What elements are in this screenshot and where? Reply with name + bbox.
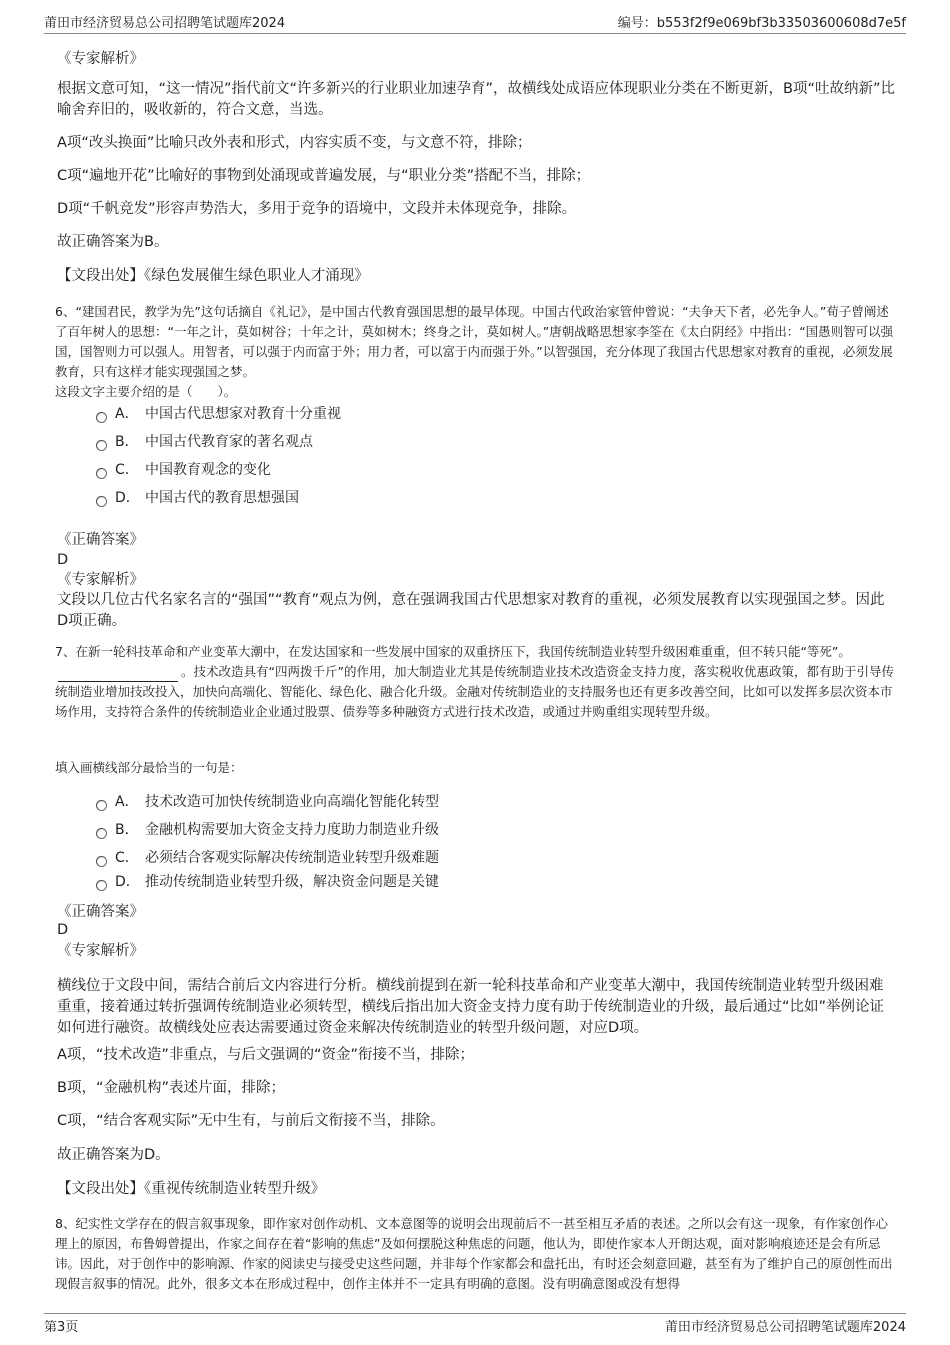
- q7-answer: D: [57, 922, 69, 938]
- page-footer: [44, 1316, 906, 1336]
- footer-title: 莆田市经济贸易总公司招聘笔试题库2024: [664, 1320, 906, 1335]
- radio-icon[interactable]: [96, 880, 107, 891]
- q7-analysis-c: C项，“结合客观实际”无中生有，与前后文衔接不当，排除。: [57, 1113, 445, 1129]
- footer-divider: [44, 1313, 906, 1314]
- q5-source: 【文段出处】《绿色发展催生绿色职业人才涌现》: [57, 268, 369, 284]
- q7-stem: 7、在新一轮科技革命和产业变革大潮中，在发达国家和一些发展中国家的双重挤压下，我国传统制造业转型升级困难重重，但不转只能“等死”。。技术改造具有“四两拨千斤”的作用，加大制造业尤其是传统制造业技术改造资金支持力度，落实税收优惠政策，都有助于引导传统制造业增加技改投入，加快向高端化、智能化、绿色化、融合化升级。金融对传统制造业的支持服务也还有更多改善空间，比如可以发挥多层次资本市场作用，支持符合条件的传统制造业企业通过股票、债券等多种融资方式进行技术改造，或通过并购重组实现转型升级。: [55, 644, 894, 719]
- q6-answer: D: [57, 552, 69, 568]
- radio-icon[interactable]: [96, 828, 107, 839]
- q6-option-c[interactable]: C． 中国教育观念的变化: [96, 460, 271, 482]
- q7-option-b[interactable]: B． 金融机构需要加大资金支持力度助力制造业升级: [96, 820, 439, 842]
- q6-option-b[interactable]: B． 中国古代教育家的著名观点: [96, 432, 313, 454]
- q7-analysis-b: B项，“金融机构”表述片面，排除；: [57, 1080, 285, 1096]
- q6-option-a[interactable]: A． 中国古代思想家对教育十分重视: [96, 404, 341, 426]
- radio-icon[interactable]: [96, 468, 107, 479]
- q5-analysis-label: 《专家解析》: [57, 51, 144, 67]
- radio-icon[interactable]: [96, 800, 107, 811]
- q7-answer-label: 《正确答案》: [57, 904, 144, 920]
- q6-question: 这段文字主要介绍的是（ ）。: [55, 384, 237, 399]
- q6-answer-label: 《正确答案》: [57, 532, 144, 548]
- q5-analysis-c: C项“遍地开花”比喻好的事物到处涌现或普遍发展，与“职业分类”搭配不当，排除；: [57, 168, 591, 184]
- q7-option-a[interactable]: A． 技术改造可加快传统制造业向高端化智能化转型: [96, 792, 439, 814]
- q6-stem: 6、“建国君民，教学为先”这句话摘自《礼记》，是中国古代教育强国思想的最早体现。中国古代政治家管仲曾说：“夫争天下者，必先争人。”荀子曾阐述了百年树人的思想：“一年之计，莫如树谷；十年之计，莫如树木；终身之计，莫如树人。”唐朝战略思想家李筌在《太白阴经》中指出：“国愚则智可以强国，国智则力可以强人。用智者，可以强于内而富于外；用力者，可以富于内而强于外。”以智强国，充分体现了我国古代思想家对教育的重视，必须发展教育，只有这样才能实现强国之梦。: [55, 304, 894, 379]
- q7-analysis-a: A项，“技术改造”非重点，与后文强调的“资金”衔接不当，排除；: [57, 1047, 474, 1063]
- q6-option-d[interactable]: D． 中国古代的教育思想强国: [96, 488, 299, 510]
- header-divider: [44, 33, 906, 34]
- page-number: 第3页: [44, 1320, 79, 1335]
- radio-icon[interactable]: [96, 412, 107, 423]
- header-title: 莆田市经济贸易总公司招聘笔试题库2024: [44, 16, 286, 31]
- q5-analysis-a: A项“改头换面”比喻只改外表和形式，内容实质不变，与文意不符，排除；: [57, 135, 532, 151]
- q8-stem: 8、纪实性文学存在的假言叙事现象，即作家对创作动机、文本意图等的说明会出现前后不一甚至相互矛盾的表述。之所以会有这一现象，有作家创作心理上的原因，布鲁姆曾提出，作家之间存在着“影响的焦虑”及如何摆脱这种焦虑的问题，他认为，即使作家本人开朗达观，面对影响痕迹还是会有所忌讳。因此，对于创作中的影响源、作家的阅读史与接受史这些问题，并非每个作家都会和盘托出，有时还会刻意回避，甚至有为了维护自己的原创性而出现假言叙事的情况。此外，很多文本在形成过程中，创作主体并不一定具有明确的意图。没有明确意图或没有想得: [55, 1216, 893, 1291]
- q5-analysis-main: 根据文意可知，“这一情况”指代前文“许多新兴的行业职业加速孕育”，故横线处成语应体现职业分类在不断更新，B项“吐故纳新”比喻舍弃旧的，吸收新的，符合文意，当选。: [57, 81, 896, 118]
- q7-conclusion: 故正确答案为D。: [57, 1147, 170, 1163]
- fill-blank: [58, 667, 178, 682]
- q7-option-c[interactable]: C． 必须结合客观实际解决传统制造业转型升级难题: [96, 848, 439, 870]
- radio-icon[interactable]: [96, 856, 107, 867]
- q5-conclusion: 故正确答案为B。: [57, 234, 169, 250]
- q7-source: 【文段出处】《重视传统制造业转型升级》: [57, 1181, 326, 1197]
- q7-analysis-main: 横线位于文段中间，需结合前后文内容进行分析。横线前提到在新一轮科技革命和产业变革大潮中，我国传统制造业转型升级困难重重，接着通过转折强调传统制造业必须转型，横线后指出加大资金支持力度有助于传统制造业的升级，最后通过“比如”举例论证如何进行融资。故横线处应表达需要通过资金来解决传统制造业的转型升级问题，对应D项。: [57, 978, 885, 1036]
- page-header: [44, 12, 906, 32]
- radio-icon[interactable]: [96, 496, 107, 507]
- header-doc-id: 编号：b553f2f9e069bf3b33503600608d7e5f: [617, 16, 906, 31]
- radio-icon[interactable]: [96, 440, 107, 451]
- q7-question: 填入画横线部分最恰当的一句是：: [55, 760, 243, 775]
- q7-option-d[interactable]: D． 推动传统制造业转型升级，解决资金问题是关键: [96, 872, 439, 894]
- q6-analysis: 文段以几位古代名家名言的“强国”“教育”观点为例，意在强调我国古代思想家对教育的重视，必须发展教育以实现强国之梦。因此D项正确。: [57, 592, 885, 629]
- q7-analysis-label: 《专家解析》: [57, 943, 144, 959]
- q6-analysis-label: 《专家解析》: [57, 572, 144, 588]
- q5-analysis-d: D项“千帆竞发”形容声势浩大，多用于竞争的语境中，文段并未体现竞争，排除。: [57, 201, 577, 217]
